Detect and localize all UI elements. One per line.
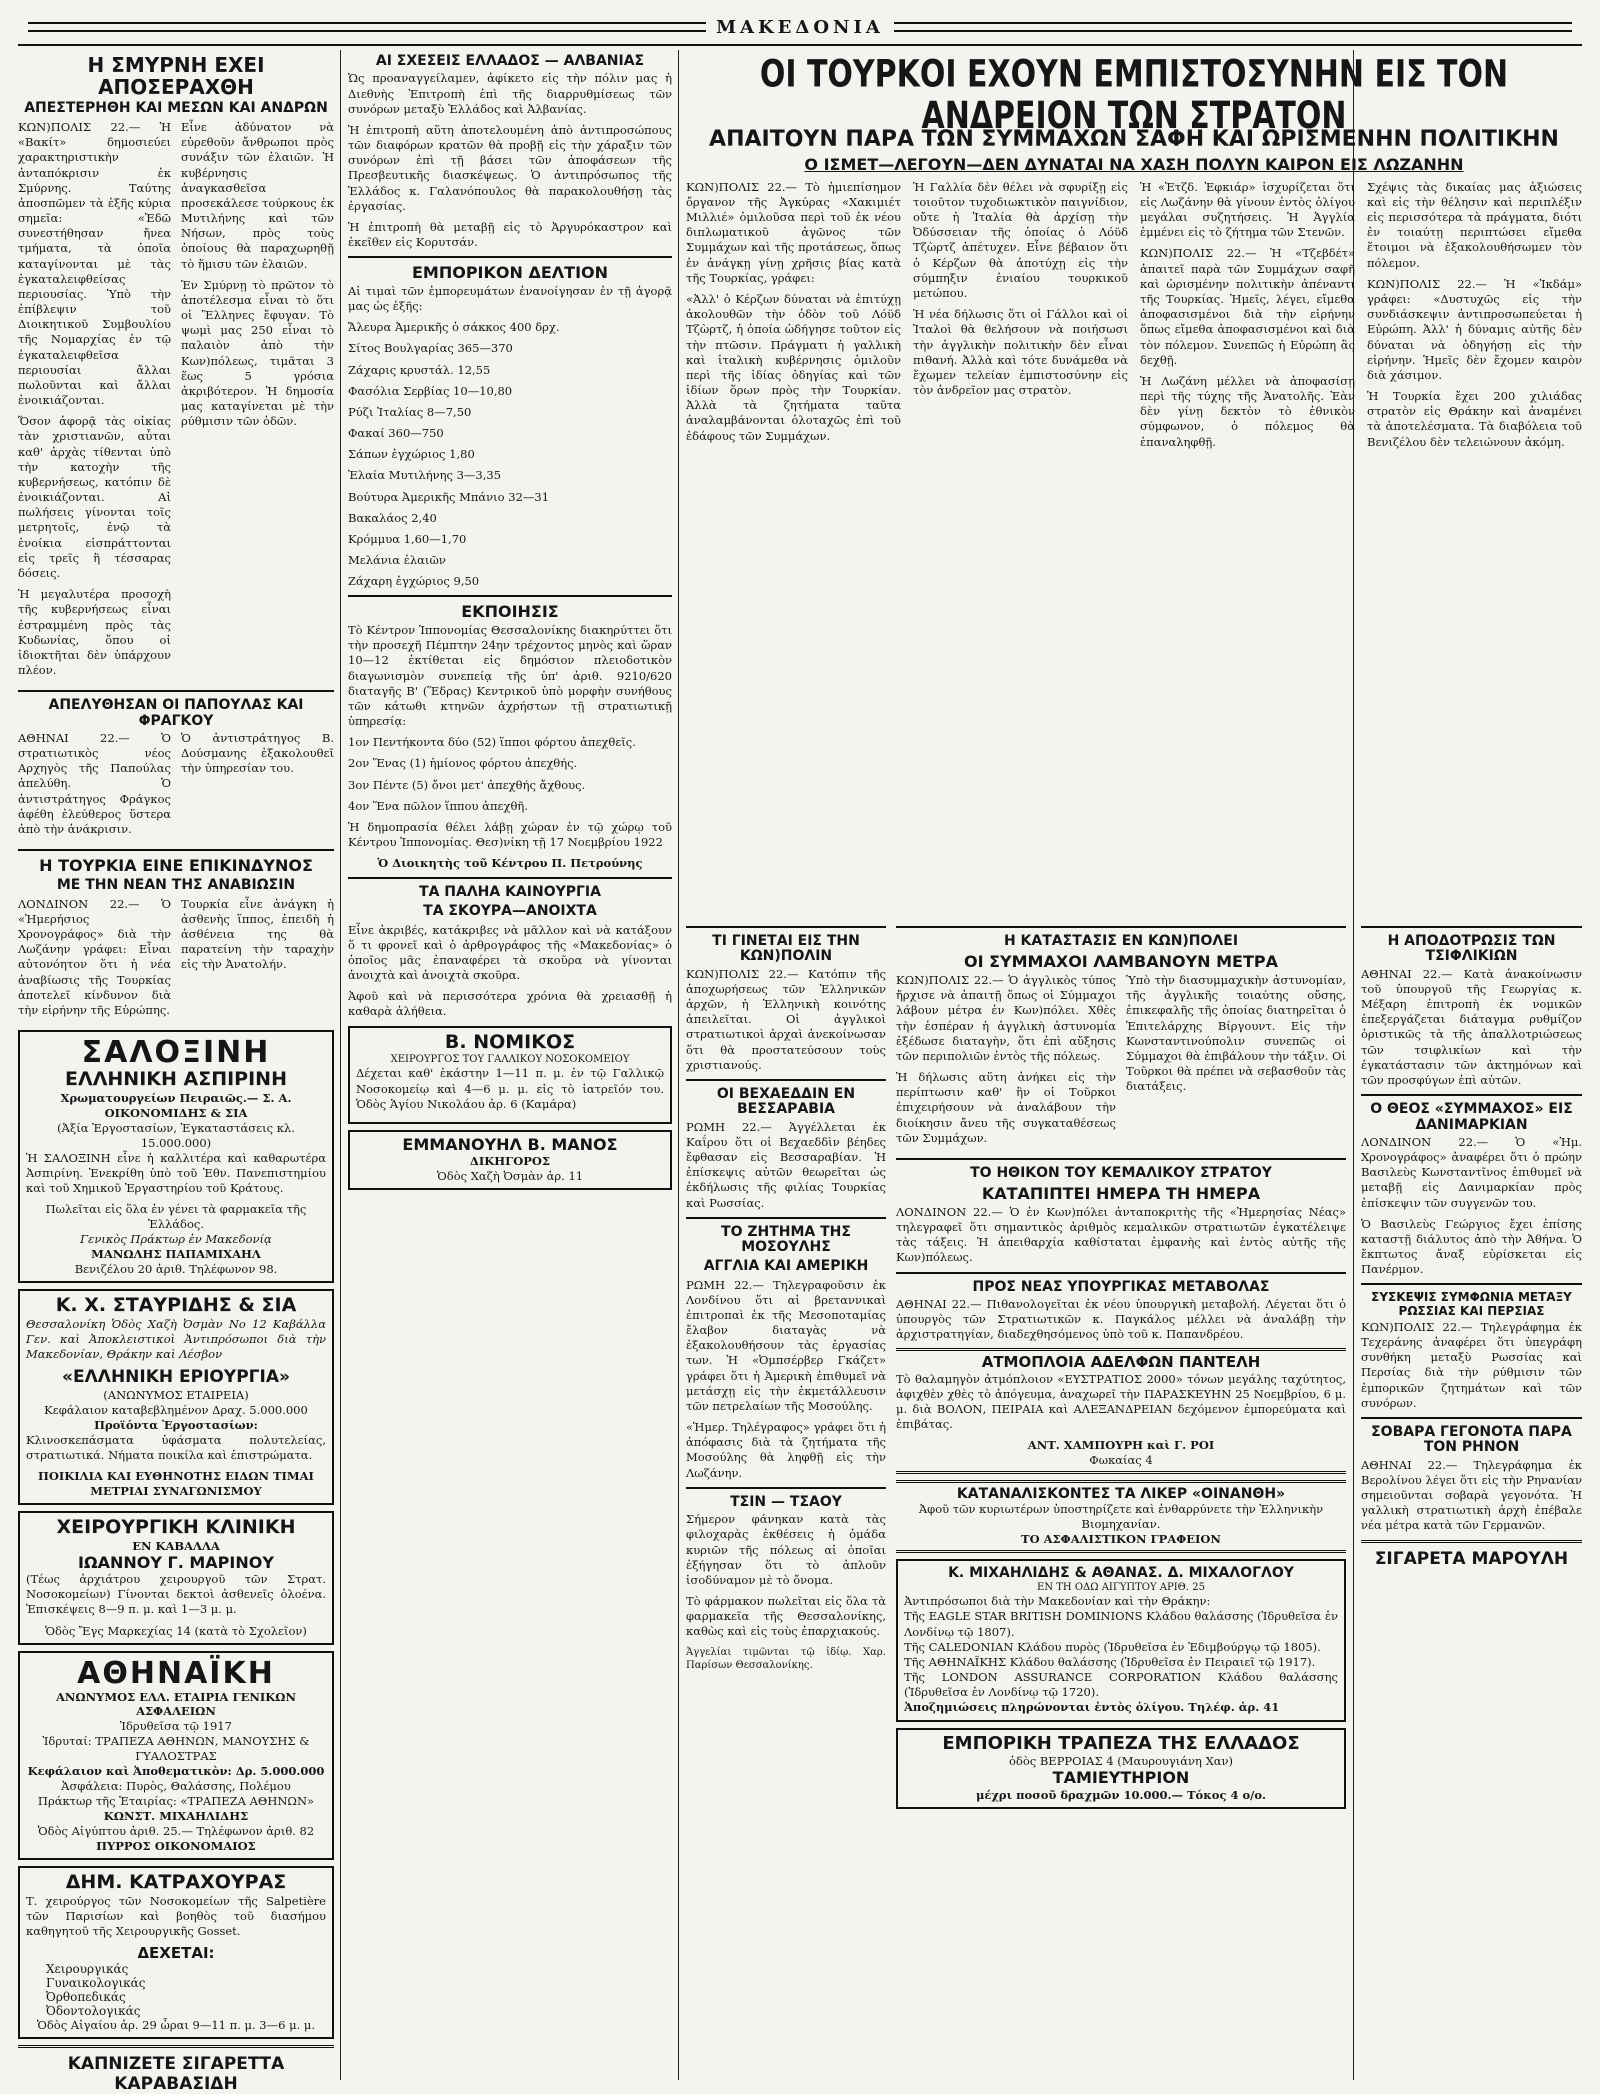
separator (686, 1079, 886, 1081)
masthead-title: ΜΑΚΕΔΟΝΙΑ (716, 16, 884, 38)
article-ekpoiisis (348, 603, 672, 871)
paragraph: Τὸ Κέντρον Ἱππονομίας Θεσσαλονίκης διακηρύττει ὅτι τὴν προσεχῆ Πέμπτην 24ην τρέχοντος μηνὸς καὶ ὥραν 10—12 ἐκτίθεται εἰς δημόσιον πλειοδοτικὸν διαγωνισμὸν συνεπείᾳ τῆς ὑπ' ἀριθ. 9210/620 διαταγῆς Β' (Ἕδρας) Κεντρικοῦ ὑπὸ μορφὴν συνήθους τῶν κάτωθι κτηνῶν ἀχρήστων τῇ στρατιωτικῇ ὑπηρεσίᾳ: (348, 623, 672, 729)
ad-brand: «ΕΛΛΗΝΙΚΗ ΕΡΙΟΥΡΓΙΑ» (62, 1367, 290, 1388)
ad-footer: ΠΟΙΚΙΛΙΑ ΚΑΙ ΕΥΘΗΝΟΤΗΣ ΕΙΔΩΝ ΤΙΜΑΙ ΜΕΤΡΙΑΙ ΣΥΝΑΓΩΝΙΣΜΟΥ (38, 1469, 314, 1498)
ad-place: ΕΝ ΚΑΒΑΛΛΑ (132, 1538, 220, 1553)
article-tsin (686, 1495, 886, 1672)
ad-text: Τὸ θαλαμηγὸν ἀτμόπλοιον «ΕΥΣΤΡΑΤΙΟΣ 2000» τόνων μεγάλης ταχύτητος, ἀφιχθὲν χθὲς τὸ ἀπόγευμα, ἀναχωρεῖ τὴν ΠΑΡΑΣΚΕΥΗΝ 25 Νοεμβρίου, 6 μ. μ. διὰ ΒΟΛΟΝ, ΠΕΙΡΑΙΑ καὶ ΑΛΕΞΑΝΔΡΕΙΑΝ δεχόμενον ἐμπορεύματα καὶ ἐπιβάτας. (896, 1371, 1346, 1432)
ad-addr: Ὁδὸς Χαζὴ Ὀσμὰν ἀρ. 11 (436, 1169, 584, 1184)
ad-title: ΚΑΤΑΝΑΛΙΣΚΟΝΤΕΣ ΤΑ ΛΙΚΕΡ «ΟΙΝΑΝΘΗ» (956, 1486, 1286, 1503)
paragraph: Τουρκία εἶνε ἀνάγκη ἡ ἀσθενὴς ἵππος, ἐπειδὴ ἡ ἀσθένεια της θὰ παρατείνη τὴν ταραχὴν εἰς τὴν Ἀνατολήν. (181, 896, 334, 972)
article-syskepsis (1361, 1291, 1582, 1410)
separator (686, 1217, 886, 1219)
separator (18, 690, 334, 692)
separator (18, 849, 334, 851)
paragraph: Ἐν Σμύρνῃ τὸ πρῶτον τὸ ἀποτέλεσμα εἶναι τὸ ὅτι οἱ Ἕλληνες ἔφυγαν. Τὸ ψωμὶ μας 250 εἶναι τὸ παλαιὸν ἀπὸ τὴν Κων)πόλεως, τιμᾶται 3 ἕως 5 γρόσια ἀκριβότερον. Ἡ δημοσία μας καταγίνεται μὲ τὴν ρύθμισιν τῶν ὁδῶν. (181, 277, 334, 429)
ad-katraxouras (18, 1866, 334, 2040)
column-rule (678, 50, 679, 2080)
paragraph: ΚΩΝ)ΠΟΛΙΣ 22.— Ἡ «Τζεβδέτ» ἀπαιτεῖ παρὰ τῶν Συμμάχων σαφῆ καὶ ὡρισμένην πολιτικὴν ἀπέναντι τῆς Τουρκίας. Ἡμεῖς, λέγει, εἴμεθα ἀποφασισμένοι διὰ τὴν εἰρήνην ὅπως εἴμεθα ἀποφασισμένοι καὶ διὰ τὸν πόλεμον. Συνεπῶς ἡ Εὐρώπη ἂς δεχθῇ. (1140, 246, 1355, 367)
list-item: 3ον Πέντε (5) ὄνοι μετ' ἀπεχθής ἄχθους. (348, 777, 586, 792)
ad-addr: ΕΝ ΤΗ ΟΔΩ ΑΙΓΥΠΤΟΥ ΑΡΙΘ. 25 (1037, 1582, 1205, 1594)
column-3 (686, 920, 886, 1678)
ad-footer: ΤΟ ΑΣΦΑΛΙΣΤΙΚΟΝ ΓΡΑΦΕΙΟΝ (1021, 1532, 1221, 1547)
ad-nomikos (348, 1026, 672, 1124)
price-line: Σίτος Βουλγαρίας 365—370 (348, 341, 513, 356)
headline: ΑΠΕΛΥΘΗΣΑΝ ΟΙ ΠΑΠΟΥΛΑΣ ΚΑΙ ΦΡΑΓΚΟΥ (48, 697, 304, 729)
list-item: Ὀρθοπεδικάς (46, 1990, 126, 2005)
column-2 (348, 50, 672, 1196)
article-bexaeddin (686, 1087, 886, 1211)
ad-addr: Φωκαίας 4 (1089, 1453, 1153, 1468)
article-ta-palia (348, 885, 672, 1019)
article-smyrni (18, 54, 334, 684)
price-line: Κρόμμυα 1,60—1,70 (348, 531, 467, 546)
subheadline: ΟΙ ΣΥΜΜΑΧΟΙ ΛΑΜΒΑΝΟΥΝ ΜΕΤΡΑ (963, 952, 1278, 972)
separator (348, 595, 672, 597)
headline: Η ΚΑΤΑΣΤΑΣΙΣ ΕΝ ΚΩΝ)ΠΟΛΕΙ (1003, 933, 1239, 949)
ad-saloxini (18, 1030, 334, 1283)
ad-agent: Γενικὸς Πράκτωρ ἐν Μακεδονίᾳ (80, 1232, 272, 1247)
paragraph: Ὅσον ἀφορᾷ τὰς οἰκίας τὰν χριστιανῶν, αὗται καθ' ἀρχὰς τίθενται ὑπὸ τὴν κατοχὴν τῆς κυβερνήσεως, κατόπιν δὲ ἐνοικιάζονται. Αἱ πωλήσεις γίνονται τοῖς μετρητοῖς, ἐνῷ τὰ ἐνοίκια εἰσπράττονται εἰς τρεῖς ἢ τέσσαρας δόσεις. (18, 414, 171, 580)
price-line: Σάπων ἐγχώριος 1,80 (348, 447, 475, 462)
paragraph: Ἡ «Ἑτζδ. Ἐφκιάρ» ἰσχυρίζεται ὅτι εἰς Λωζάνην θὰ γίνουν ἐντὸς ὀλίγου μεγάλαι συζητήσεις. Ἡ Ἀγγλία ἐμμένει εἰς τὸ ζήτημα τῶν Στενῶν. (1140, 179, 1355, 240)
paragraph: «Ἡμερ. Τηλέγραφος» γράφει ὅτι ἡ ἀπόφασις διὰ τὰ ζητήματα τῆς Μοσούλης θὰ ληφθῇ εἰς τὴν Λωζάνην. (686, 1420, 886, 1480)
ad-company: Χρωματουργείων Πειραιῶς.— Σ. Α. ΟΙΚΟΝΟΜΙΔΗΣ & ΣΙΑ (60, 1090, 292, 1120)
ad-kav: ΠΥΡΡΟΣ ΟΙΚΟΝΟΜΑΙΟΣ (96, 1838, 256, 1853)
column-4-5 (896, 920, 1346, 1815)
separator (686, 926, 886, 928)
subheadline: ΑΓΓΛΙΑ ΚΑΙ ΑΜΕΡΙΚΗ (703, 1257, 869, 1274)
ad-oinanthi (896, 1480, 1346, 1553)
article-ypourgikai (896, 1280, 1346, 1343)
ad-trapeza (896, 1728, 1346, 1809)
ad-title: Κ. ΜΙΧΑΗΛΙΔΗΣ & ΑΘΑΝΑΣ. Δ. ΜΙΧΑΛΟΓΛΟΥ (948, 1565, 1294, 1582)
paragraph: ΑΘΗΝΑΙ 22.— Κατὰ ἀνακοίνωσιν τοῦ ὑπουργοῦ τῆς Γεωργίας κ. Μέξαρη ἐπιτροπὴ ἐκ νομικῶν ἐπεξεργάζεται διάταγμα ρυθμίζον ὁριστικῶς τὰ τῆς ἀπαλλοτριώσεως τῶν τσιφλικίων καὶ τὴν ἐγκατάστασιν τῶν ἀκτημόνων καὶ τῶν προσφύγων ἐπὶ αὐτῶν. (1361, 966, 1582, 1087)
price-line: Φακαί 360—750 (348, 426, 444, 441)
paragraph: Ὡς προαναγγείλαμεν, ἀφίκετο εἰς τὴν πόλιν μας ἡ Διεθνὴς Ἐπιτροπὴ ἐπὶ τῆς διαρρυθμίσεως τῶν συνόρων μεταξὺ Ἑλλάδος καὶ Ἀλβανίας. (348, 71, 672, 116)
paragraph: Σχέψις τὰς δικαίας μας ἀξιώσεις καὶ εἰς τὴν θέλησιν καὶ περιπλέξιν εἰς περισσότερα τὰ πράγματα, διότι ἐν τοιαύτῃ περιπτώσει εἴμεθα ἕτοιμοι νὰ ἐξακολουθήσωμεν τὸν πόλεμον. (1367, 179, 1582, 270)
paragraph: ΚΩΝ)ΠΟΛΙΣ 22.— Ἡ «Ἰκδάμ» γράφει: «Δυστυχῶς εἰς τὴν συνδιάσκεψιν ἀντιπροσωπεύεται ἡ Εὐρώπη. Ἀλλ' ἡ δύναμις αὐτῆς δὲν δύναται νὰ ὁδηγήσῃ εἰς τὴν εἰρήνην. Ἡμεῖς δὲν ἔχομεν καιρὸν διὰ χάσιμον. (1367, 276, 1582, 382)
paragraph: ΡΩΜΗ 22.— Τηλεγραφοῦσιν ἐκ Λονδίνου ὅτι αἱ βρεταννικαὶ ἐπιτροπαὶ ἐκ τῆς Μεσοποταμίας ἔλαβον διαταγὰς νὰ ἐξακολουθήσουν τὰς ἐργασίας των. Ἡ «Ὀμπσέρβερ Γκάζετ» γράφει ὅτι ἡ Ἀμερικὴ ἐπιθυμεῖ νὰ μετάσχῃ εἰς τὴν ἐκμετάλλευσιν τῶν πετρελαίων τῆς Μοσούλης. (686, 1277, 886, 1413)
headline: ΤΑ ΠΑΛΗΑ ΚΑΙΝΟΥΡΓΙΑ (419, 884, 601, 901)
ad-rep: ΚΩΝΣΤ. ΜΙΧΑΗΛΙΔΗΣ (103, 1809, 249, 1823)
paragraph: ΛΟΝΔΙΝΟΝ 22.— Ὁ ἐν Κων)πόλει ἀνταποκριτὴς τῆς «Ἡμερησίας Νέας» τηλεγραφεῖ ὅτι σημαντικὸς ἀριθμὸς κεμαλικῶν στρατιωτῶν ἐγκατέλειψε τὰς τάξεις. Ἡ ἀπειθαρχία καθίσταται ἐμφανὴς καὶ ἐντὸς αὐτῆς τῆς Κων)πόλεως. (896, 1204, 1346, 1265)
ad-title: ΕΜΜΑΝΟΥΗΛ Β. ΜΑΝΟΣ (402, 1135, 618, 1154)
separator (348, 256, 672, 258)
paragraph: Ὁ ἀντιστράτηγος Β. Δούσμανης ἐξακολουθεῖ τὴν ὑπηρεσίαν του. (181, 730, 334, 776)
separator (896, 1158, 1346, 1160)
ad-text: (Τέως ἀρχιάτρου χειρουργοῦ τῶν Στρατ. Νοσοκομείων) Γίνονται δεκτοὶ ἀσθενεῖς ὁλοένα. Ἐπισκέψεις 8—9 π. μ. καὶ 1—3 μ. μ. (26, 1572, 326, 1617)
ad-title: ΑΘΗΝΑΪΚΗ (77, 1655, 275, 1691)
headline: ΤΙ ΓΙΝΕΤΑΙ ΕΙΣ ΤΗΝ ΚΩΝ)ΠΟΛΙΝ (712, 933, 860, 965)
ad-sold: Πωλεῖται εἰς ὅλα ἐν γένει τὰ φαρμακεῖα τῆς Ἑλλάδος. (45, 1202, 307, 1232)
ad-michailidis (896, 1559, 1346, 1721)
masthead-rule-left (28, 22, 706, 32)
ad-types: Ἀσφάλεια: Πυρὸς, Θαλάσσης, Πολέμου (61, 1779, 291, 1794)
separator (896, 1272, 1346, 1274)
paragraph: Ἡ ἐπιτροπὴ θὰ μεταβῇ εἰς τὸ Ἀργυρόκαστρον καὶ ἐκεῖθεν εἰς Κορυτσάν. (348, 219, 672, 250)
ad-agent-name: ΜΑΝΩΛΗΣ ΠΑΠΑΜΙΧΑΗΛ (91, 1247, 261, 1262)
top-story (686, 50, 1582, 910)
price-line: Φασόλια Σερβίας 10—10,80 (348, 383, 513, 398)
ad-brand-sub: (ΑΝΩΝΥΜΟΣ ΕΤΑΙΡΕΙΑ) (103, 1387, 249, 1402)
article-sxeseis (348, 54, 672, 250)
paragraph: Ἡ Τουρκία ἔχει 200 χιλιάδας στρατὸν εἰς Θράκην καὶ ἀναμένει τὰ ἀποτελέσματα. Τὰ διαβόλεια τοῦ Βενιζέλου δὲν τελειώνουν ἀκόμη. (1367, 389, 1582, 449)
price-line: Ζάχαρις κρυστάλ. 12,55 (348, 362, 491, 377)
headline: ΕΜΠΟΡΙΚΟΝ ΔΕΛΤΙΟΝ (411, 263, 609, 283)
separator (348, 877, 672, 879)
paragraph: Ἡ μεγαλυτέρα προσοχὴ τῆς κυβερνήσεως εἶναι ἐστραμμένη πρὸς τὰς Κυδωνίας, ὅπου οἱ ἰδιοκτῆται δὲν ὑπάρχουν πλέον. (18, 587, 171, 678)
ad-line: Τῆς EAGLE STAR BRITISH DOMINIONS Κλάδου θαλάσσης (Ἱδρυθεῖσα ἐν Λονδίνῳ τῷ 1807). (904, 1609, 1338, 1639)
ad-pantelis (896, 1348, 1346, 1474)
ad-subtitle: ΕΛΛΗΝΙΚΗ ΑΣΠΙΡΙΝΗ (65, 1068, 287, 1091)
ad-capital: Κεφάλαιον καὶ Ἀποθεματικὸν: Δρ. 5.000.000 (27, 1764, 325, 1779)
paragraph: ΑΘΗΝΑΙ 22.— Πιθανολογεῖται ἐκ νέου ὑπουργικὴ μεταβολή. Λέγεται ὅτι ὁ ὑπουργὸς τῶν Στρατιωτικῶν κ. Παγκάλος μέλλει νὰ ἀναλάβῃ τὴν ἀρχιστρατηγίαν, διαδεχθησόμενος ὑπὸ τοῦ κ. Παπανδρέου. (896, 1296, 1346, 1342)
paragraph: Ὑπὸ τὴν διασυμμαχικὴν ἀστυνομίαν, τῆς ἀγγλικῆς τοιαύτης οὔσης, ἐπικεφαλῆς τῆς ὁποίας διατηρεῖται ὁ Ἐπιτελάρχης Βίργουντ. Εἰς τὴν Κωνσταντινούπολιν συνεπῶς οἱ Σύμμαχοι θὰ ἐπιβάλουν τὴν τάξιν. Οἱ Τοῦρκοι θὰ πρέπει νὰ σεβασθοῦν τὰς διατάξεις. (1126, 972, 1346, 1094)
ad-line: Τῆς CALEDONIAN Κλάδου πυρὸς (Ἱδρυθεῖσα ἐν Ἐδιμβούργῳ τῷ 1805). (904, 1639, 1321, 1654)
ad-line: Τῆς LONDON ASSURANCE CORPORATION Κλάδου θαλάσσης (Ἱδρυθεῖσα ἐν Λονδίνῳ τῷ 1720). (904, 1670, 1338, 1700)
price-line: Ἄλευρα Ἀμερικῆς ὁ σάκκος 400 δρχ. (348, 320, 560, 335)
headline: ΠΡΟΣ ΝΕΑΣ ΥΠΟΥΡΓΙΚΑΣ ΜΕΤΑΒΟΛΑΣ (972, 1278, 1270, 1295)
separator (1361, 1094, 1582, 1096)
paragraph: ΡΩΜΗ 22.— Ἀγγέλλεται ἐκ Καΐρου ὅτι οἱ Βεχαεδδὶν βέηδες ἔφθασαν εἰς Βεσσαραβίαν. Ἡ ἐπίσκεψις αὐτῶν θεωρεῖται ὡς ἐκδήλωσις τῆς φιλίας Τουρκίας καὶ Ρωσσίας. (686, 1119, 886, 1210)
subheadline: ΤΑ ΣΚΟΥΡΑ—ΑΝΟΙΧΤΑ (423, 902, 597, 919)
column-1 (18, 50, 334, 2094)
separator (686, 1487, 886, 1489)
ad-sub: ΧΕΙΡΟΥΡΓΟΣ ΤΟΥ ΓΑΛΛΙΚΟΥ ΝΟΣΟΚΟΜΕΙΟΥ (390, 1054, 630, 1066)
ad-doctor-name: ΙΩΑΝΝΟΥ Γ. ΜΑΡΙΝΟΥ (78, 1552, 274, 1572)
ad-address: Ὁδὸς Ἔγς Μαρκεχίας 14 (κατὰ τὸ Σχολεῖον) (45, 1623, 307, 1638)
price-line: Αἱ τιμαὶ τῶν ἐμπορευμάτων ἐνανοίγησαν ἐν τῇ ἀγορᾷ μας ὡς ἑξῆς: (348, 283, 672, 314)
ad-manos (348, 1130, 672, 1190)
subheadline: ΑΠΕΣΤΕΡΗΘΗ ΚΑΙ ΜΕΣΩΝ ΚΑΙ ΑΝΔΡΩΝ (24, 100, 328, 116)
paragraph: ΚΩΝ)ΠΟΛΙΣ 22.— Κατόπιν τῆς ἀποχωρήσεως τῶν Ἑλληνικῶν ἀρχῶν, ἡ Ἑλληνικὴ κοινότης ἀπειλεῖται. Οἱ ἀγγλικοὶ στρατιωτικοὶ ἀρχαὶ ἀνεκοίνωσαν ὅτι θὰ προστατεύσουν τοὺς χριστιανούς. (686, 966, 886, 1072)
ad-addr: Ὁδὸς Αἰγύπτου ἀριθ. 25.— Τηλέφωνον ἀριθ. 82 (37, 1823, 315, 1838)
notice: Ἀγγελίαι τιμῶνται τῷ ἰδίῳ. Χαρ. Παρίσων Θεσσαλονίκης. (686, 1646, 886, 1671)
paragraph: Ὁ Βασιλεὺς Γεώργιος ἔχει ἐπίσης καταστῇ διάλυτος ἀπὸ τὴν Ἀθήνα. Ὁ ἔκπτωτος ἄναξ εὑρίσκεται εἰς Πανέρμον. (1361, 1216, 1582, 1277)
headline: ΤΟ ΖΗΤΗΜΑ ΤΗΣ ΜΟΣΟΥΛΗΣ (721, 1223, 851, 1256)
main-headline: ΟΙ ΤΟΥΡΚΟΙ ΕΧΟΥΝ ΕΜΠΙΣΤΟΣΥΝΗΝ ΕΙΣ ΤΟΝ ΑΝΔΡΕΙΟΝ ΤΩΝ ΣΤΡΑΤΟΝ (759, 52, 1509, 138)
article-symmaxos (1361, 1102, 1582, 1277)
ad-address: Βενιζέλου 20 ἀριθ. Τηλέφωνον 98. (74, 1262, 278, 1276)
ad-products: Κλινοσκεπάσματα ὑφάσματα πολυτελείας, στρατιωτικά. Νήματα ποικίλα καὶ ἐπιστρώματα. (26, 1432, 326, 1462)
headline: Ο ΘΕΟΣ «ΣΥΜΜΑΧΟΣ» ΕΙΣ ΔΑΝΙΜΑΡΚΙΑΝ (1370, 1101, 1573, 1133)
price-line: Βούτυρα Ἀμερικῆς Μπάνιο 32—31 (348, 489, 550, 504)
ad-line: Τῆς ΑΘΗΝΑΪΚΗΣ Κλάδου θαλάσσης (Ἱδρυθεῖσα ἐν Πειραιεῖ τῷ 1917). (904, 1654, 1316, 1669)
ad-title: ΕΜΠΟΡΙΚΗ ΤΡΑΠΕΖΑ ΤΗΣ ΕΛΛΑΔΟΣ (942, 1732, 1300, 1754)
price-line: Μελάνια ἐλαιῶν (348, 553, 446, 568)
paragraph: ΚΩΝ)ΠΟΛΙΣ 22.— Ὁ ἀγγλικὸς τύπος ἤρχισε νὰ ἀπαιτῇ ὅπως οἱ Σύμμαχοι λάβουν μέτρα ἐν Κων)πόλει. Χθὲς τὴν ἑσπέραν ἡ ἀγγλικὴ ἀστυνομία ἐξέδωσε διαταγὴν, ὅτι ἐπὶ αὔξησις τῶν περιπολιῶν ἐντὸς τῆς πόλεως. (896, 972, 1116, 1063)
ad-title: ΔΗΜ. ΚΑΤΡΑΧΟΥΡΑΣ (65, 1870, 287, 1893)
list-item: Γυναικολογικάς (46, 1976, 146, 1991)
ad-text: Ἡ ΣΑΛΟΞΙΝΗ εἶνε ἡ καλλιτέρα καὶ καθαρωτέρα Ἀσπιρίνη. Ἐνεκρίθη ὑπὸ τοῦ Ἐθν. Πανεπιστημίου καὶ τοῦ Χημικοῦ Ἐργαστηρίου τοῦ Κράτους. (26, 1150, 326, 1196)
ad-title: ΣΑΛΟΞΙΝΗ (81, 1035, 271, 1071)
headline: Η ΣΜΥΡΝΗ ΕΧΕΙ ΑΠΟΣΕΡΑΧΘΗ (87, 53, 265, 99)
top-story-columns (686, 180, 1582, 456)
ad-capital: (Ἀξία Ἐργοστασίων, Ἐγκαταστάσεις κλ. 15.000.000) (57, 1120, 295, 1150)
ad-stavridis (18, 1289, 334, 1505)
ad-karavasidi: ΚΑΠΝΙΖΕΤΕ ΣΙΓΑΡΕΤΤΑ ΚΑΡΑΒΑΣΙΔΗ (18, 2045, 334, 2094)
headline: ΕΚΠΟΙΗΣΙΣ (461, 602, 559, 622)
ad-addr: ὁδὸς ΒΕΡΡΟΙΑΣ 4 (Μαυρουγιάνη Χαν) (1008, 1754, 1234, 1769)
paragraph: Εἶνε ἀδύνατον νὰ εὐρεθοῦν ἄνθρωποι πρὸς συνάξιν τῶν ἐλαιῶν. Ἡ κυβέρνησις ἀναγκασθεῖσα προσεκάλεσε τούρκους ἐκ Μυτιλήνης καὶ τῶν Νήσων, πρὸς τοὺς ὁποίους θὰ παραχωρηθῇ τὸ ἥμισυ τῶν ἐλαιῶν. (181, 120, 334, 271)
headline: ΣΥΣΚΕΨΙΣ ΣΥΜΦΩΝΙΑ ΜΕΤΑΞΥ ΡΩΣΣΙΑΣ ΚΑΙ ΠΕΡΣΙΑΣ (1371, 1290, 1572, 1318)
paragraph: ΛΟΝΔΙΝΟΝ 22.— Ὁ «Ἡμ. Χρονογράφος» ἀναφέρει ὅτι ὁ πρώην Βασιλεὺς Κωνσταντῖνος ἐπιθυμεῖ νὰ μεταβῇ εἰς Δανιμαρκίαν πρὸς ἐπίσκεψιν τῶν συγγενῶν του. (1361, 1134, 1582, 1210)
newspaper-page (18, 10, 1582, 2094)
ad-text: Δέχεται καθ' ἑκάστην 1—11 π. μ. ἐν τῷ Γαλλικῷ Νοσοκομείῳ καὶ 4—6 μ. μ. εἰς τὸ ἰατρεῖόν του. Ὁδὸς Ἁγίου Νικολάου ἀρ. 6 (Καμάρα) (356, 1066, 664, 1111)
subheadline: ΚΑΤΑΠΙΠΤΕΙ ΗΜΕΡΑ ΤΗ ΗΜΕΡΑ (981, 1184, 1261, 1204)
list-item: Ὀδοντολογικάς (46, 2004, 141, 2019)
ad-marouli: ΣΙΓΑΡΕΤΑ ΜΑΡΟΥΛΗ (1361, 1540, 1582, 1569)
separator (896, 926, 1346, 928)
column-rule (340, 50, 341, 2080)
masthead (18, 10, 1582, 46)
ad-rate: μέχρι ποσοῦ δραχμῶν 10.000.— Τόκος 4 ο/ο. (975, 1787, 1267, 1802)
paragraph: ΚΩΝ)ΠΟΛΙΣ 22.— Τηλεγράφημα ἐκ Τεχεράνης ἀναφέρει ὅτι ὑπεγράφη συνθήκη μεταξὺ Ρωσσίας καὶ Περσίας διὰ τὴν ρύθμισιν τῶν ἐμπορικῶν ζητημάτων καὶ τῶν συνόρων. (1361, 1319, 1582, 1410)
paragraph: Ἡ Γαλλία δὲν θέλει νὰ σφυρίξῃ εἰς τοιοῦτον τυχοδιωκτικὸν παιγνίδιον, οὔτε ἡ Ἰταλία θὰ ἀρχίσῃ τὴν Ὀδύσσειαν τῆς ὁποίας ὁ Λόϋδ Τζὼρτζ ἀπέτυχεν. Εἶνε βέβαιον ὅτι ὁ Κέρζων θὰ ἀποτύχῃ εἰς τὴν σύμπηξιν ἑνιαίου τουρκικοῦ μετώπου. (913, 179, 1128, 300)
article-tourkia (18, 857, 334, 1024)
ad-clinic (18, 1511, 334, 1645)
ad-bank: Ἱδρυταί: ΤΡΑΠΕΖΑ ΑΘΗΝΩΝ, ΜΑΝΟΥΣΗΣ & ΓΥΑΛΟΣΤΡΑΣ (42, 1734, 310, 1764)
price-line: Βακαλάος 2,40 (348, 510, 437, 525)
article-kemal (896, 1166, 1346, 1266)
article-sovara (1361, 1425, 1582, 1534)
masthead-rule-right (894, 22, 1572, 32)
paragraph: Ἡ δημοπρασία θέλει λάβῃ χώραν ἐν τῷ χώρῳ τοῦ Κέντρου Ἱππονομίας. Θεσ)νίκη τῇ 17 Νοεμβρίου 1922 (348, 819, 672, 850)
ad-capital: Κεφάλαιον καταβεβλημένον Δραχ. 5.000.000 (44, 1402, 308, 1417)
ad-text: Τ. χειρούργος τῶν Νοσοκομείων τῆς Salpetière τῶν Παρισίων καὶ βοηθὸς τοῦ διασήμου καθηγητοῦ τῆς Χειρουργικῆς Gosset. (26, 1893, 326, 1938)
paragraph: ΛΟΝΔΙΝΟΝ 22.— Ὁ «Ἠμερήσιος Χρονογράφος» διὰ τὴν Λωζάνην γράφει: Εἶναι αὐτονόητον ὅτι ἡ νέα ἀναβίωσις τῆς Τουρκίας ἀποτελεῖ κίνδυνον διὰ τὴν εἰρήνην τῆς Εὐρώπης. (18, 896, 171, 1017)
headline: ΤΟ ΗΘΙΚΟΝ ΤΟΥ ΚΕΜΑΛΙΚΟΥ ΣΤΡΑΤΟΥ (970, 1164, 1272, 1181)
paragraph: Τὸ φάρμακον πωλεῖται εἰς ὅλα τὰ φαρμακεῖα τῆς Θεσσαλονίκης, καθὼς καὶ εἰς τοὺς ἐπαρχιακούς. (686, 1594, 886, 1639)
separator (1361, 1283, 1582, 1285)
ad-text: Ἀφοῦ τῶν κυριωτέρων ὑποστηρίζετε καὶ ἐνθαρρύνετε τὴν Ἑλληνικὴν Βιομηχανίαν. (918, 1502, 1324, 1532)
ad-sub: ΤΑΜΙΕΥΤΗΡΙΟΝ (1052, 1768, 1190, 1788)
main-subheadline: ΑΠΑΙΤΟΥΝ ΠΑΡΑ ΤΩΝ ΣΥΜΜΑΧΩΝ ΣΑΦΗ ΚΑΙ ΩΡΙΣΜΕΝΗΝ ΠΟΛΙΤΙΚΗΝ (709, 127, 1559, 152)
headline: ΟΙ ΒΕΧΑΕΔΔΙΝ ΕΝ ΒΕΣΣΑΡΑΒΙΑ (716, 1085, 856, 1118)
ad-founded: Ἱδρυθεῖσα τῷ 1917 (120, 1719, 232, 1734)
ad-sub: ΔΙΚΗΓΟΡΟΣ (469, 1154, 551, 1169)
article-ti-ginetai (686, 934, 886, 1073)
ad-title: ΑΤΜΟΠΛΟΙΑ ΑΔΕΛΦΩΝ ΠΑΝΤΕΛΗ (981, 1353, 1261, 1372)
paragraph: Ἡ ἐπιτροπὴ αὕτη ἀποτελουμένη ἀπὸ ἀντιπροσώπους τῶν διαφόρων κρατῶν θὰ προβῇ εἰς τὴν χάραξιν τῶν συνόρων ἐπὶ τῇ βάσει τῶν ἀποφάσεων τῆς Πρεσβευτικῆς διασκέψεως. Ὁ ἀντιπρόσωπος τῆς Ἑλλάδος κ. Γαλανόπουλος θὰ παρακολουθήσῃ τὰς ἐργασίας. (348, 122, 672, 213)
ad-addr: Ὁδὸς Αἰγαίου ἀρ. 29 ὧραι 9—11 π. μ. 3—6 μ. μ. (36, 2018, 316, 2033)
price-line: Ζάχαρη ἐγχώριος 9,50 (348, 574, 480, 589)
separator (1361, 926, 1582, 928)
list-item: 1ον Πεντήκοντα δύο (52) ἵπποι φόρτου ἀπεχθεῖς. (348, 735, 636, 750)
paragraph: Εἶνε ἀκριβές, κατάκριβες νὰ μᾶλλον καὶ νὰ κατάξουν ὅ τι φρονεῖ καὶ ὁ ἀρθρογράφος τῆς «Μακεδονίας» ὁ ὁποῖος μᾶς ἐπαναφέρει τὰ σκοῦρα νὰ γίνονται ἀνοιχτὰ καὶ ἀνοιχτὰ σκοῦρα. (348, 922, 672, 983)
list-item: 2ον Ἕνας (1) ἡμίονος φόρτου ἀπεχθής. (348, 756, 578, 771)
ad-sub: ΑΝΩΝΥΜΟΣ ΕΛΛ. ΕΤΑΙΡΙΑ ΓΕΝΙΚΩΝ ΑΣΦΑΛΕΙΩΝ (55, 1689, 297, 1719)
headline: ΑΙ ΣΧΕΣΕΙΣ ΕΛΛΑΔΟΣ — ΑΛΒΑΝΙΑΣ (375, 53, 645, 69)
paragraph: Ἡ δήλωσις αὕτη ἀνήκει εἰς τὴν περίπτωσιν καθ' ἣν οἱ Τοῦρκοι ἐπιχειρήσουν νὰ ἀναλάβουν τὴν διοίκησιν ἄνευ τῆς συγκαταθέσεως τῶν Συμμάχων. (896, 1070, 1116, 1145)
article-apodotrosis (1361, 934, 1582, 1088)
paragraph: «Ἀλλ' ὁ Κέρζων δύναται νὰ ἐπιτύχῃ ἀκολουθῶν τὴν ὁδὸν τοῦ Λόϋδ Τζὼρτζ, ἡ ὁποία ὡδήγησε τοῦτον εἰς τὴν πτῶσιν. Πράγματι ἡ γαλλικὴ καὶ ἰταλικὴ κυβέρνησις ὁμιλοῦν περὶ τῆς ἰδίας ὁδηγίας καὶ τῶν ἰδίων ὅρων πρὸς τὴν Τουρκίαν. Ἀλλὰ τὰ ζητήματα ταῦτα ἀναλαμβάνονται ὁλοταχῶς ἐπὶ τοῦ ἐδάφους τῶν Συμμάχων. (686, 291, 901, 443)
headline: Η ΑΠΟΔΟΤΡΩΣΙΣ ΤΩΝ ΤΣΙΦΛΙΚΙΩΝ (1387, 933, 1556, 965)
paragraph: ΚΩΝ)ΠΟΛΙΣ 22.— Τὸ ἡμιεπίσημον ὄργανον τῆς Ἀγκύρας «Χακιμιέτ Μιλλιέ» ὁμιλοῦσα περὶ τοῦ ἐκ νέου διπλωματικοῦ ἀγῶνος τῶν Συμμάχων καὶ τῆς προτάσεως, ὅπως ἐν ἀνάγκῃ γίνῃ χρῆσις βίας κατὰ τῆς Τουρκίας, γράφει: (686, 179, 901, 285)
column-6 (1361, 920, 1582, 1569)
ad-title: ΧΕΙΡΟΥΡΓΙΚΗ ΚΛΙΝΙΚΗ (56, 1515, 296, 1538)
ad-line: Ἀντιπρόσωποι διὰ τὴν Μακεδονίαν καὶ τὴν Θράκην: (904, 1594, 1211, 1609)
paragraph: Σήμερον φάνηκαν κατὰ τὰς φιλοχαρὰς ἐκθέσεις ἡ ὁμάδα κυριῶν τῆς πόλεως αἱ ὁποῖαι ἐξήγησαν ὅτι τὸ ἀπλοῦν ἰσοδύναμον μὲ τὸ ὄνομα. (686, 1512, 886, 1587)
ad-line: Ἀποζημιώσεις πληρώνονται ἐντὸς ὀλίγου. Τηλέφ. ἀρ. 41 (904, 1700, 1280, 1715)
ad-title: Β. ΝΟΜΙΚΟΣ (444, 1030, 576, 1053)
ad-agent: Πράκτωρ τῆς Ἑταιρίας: «ΤΡΑΠΕΖΑ ΑΘΗΝΩΝ» (37, 1794, 315, 1809)
article-katastasis (896, 934, 1346, 1152)
separator (1361, 1417, 1582, 1419)
main-subheadline-2: Ο ΙΣΜΕΤ—ΛΕΓΟΥΝ—ΔΕΝ ΔΥΝΑΤΑΙ ΝΑ ΧΑΣΗ ΠΟΛΥΝ ΚΑΙΡΟΝ ΕΙΣ ΛΩΖΑΝΗΝ (804, 155, 1464, 175)
paragraph: Ἀφοῦ καὶ νὰ περισσότερα χρόνια θὰ χρειασθῇ ἡ καθαρὰ ἀλήθεια. (348, 989, 672, 1019)
list-item: Χειρουργικάς (46, 1962, 129, 1977)
list-item: 4ον Ἕνα πῶλον ἵππου ἀπεχθῆ. (348, 798, 528, 813)
headline: ΤΣΙΝ — ΤΣΑΟΥ (730, 1493, 842, 1510)
paragraph: Ἡ νέα δήλωσις ὅτι οἱ Γάλλοι καὶ οἱ Ἰταλοὶ θὰ θελήσουν νὰ ποιήσωσι τὴν ἀγγλικὴν πολιτικὴν δὲν εἶναι πιθανή. Ἀλλὰ καὶ τότε δυνάμεθα νὰ ἔχωμεν τελείαν ἐμπιστοσύνην εἰς τὸν ἀνδρεῖον μας στρατὸν. (913, 307, 1128, 398)
ad-agent: ΑΝΤ. ΧΑΜΠΟΥΡΗ καὶ Γ. ΡΟΙ (1027, 1438, 1215, 1453)
signature: Ὁ Διοικητὴς τοῦ Κέντρου Π. Πετρούνης (377, 856, 643, 871)
two-column-body (18, 120, 334, 684)
headline: ΣΟΒΑΡΑ ΓΕΓΟΝΟΤΑ ΠΑΡΑ ΤΟΝ ΡΗΝΟΝ (1371, 1423, 1572, 1456)
ad-title: Κ. Χ. ΣΤΑΥΡΙΔΗΣ & ΣΙΑ (55, 1293, 297, 1316)
ad-products-label: Προϊόντα Ἐργοστασίων: (94, 1417, 258, 1432)
ad-athinaiki (18, 1651, 334, 1860)
paragraph: ΑΘΗΝΑΙ 22.— Ὁ στρατιωτικὸς νέος Αρχηγὸς τῆς Παπούλας ἀπελύθη. Ὁ ἀντιστράτηγος Φράγκος ἀφέθη ἐλεύθερος ὕστερα ἀπὸ τὴν ἀνάκρισιν. (18, 730, 171, 836)
article-mosoul (686, 1225, 886, 1481)
paragraph: ΚΩΝ)ΠΟΛΙΣ 22.— Ἡ «Βακίτ» δημοσιεύει χαρακτηριστικὴν ἀνταπόκρισιν ἐκ Σμύρνης. Ταύτης ἀποσπῶμεν τὰ ἑξῆς κύρια σημεῖα: «Ἐδῶ συνεστήθησαν ἤνεα τμήματα, τὰ ὁποῖα καταγίνονται μὲ τὰς ἐγκαταλειφθείσας περιουσίας. Ὑπὸ τὴν ἐπίβλεψιν τοῦ Διοικητικοῦ Συμβουλίου τῆς Νομαρχίας ἐν τῷ ἐγκαταλειφθεῖσα περιουσίαι ἄλλαι πωλοῦνται καὶ ἄλλαι ἐνοικιάζονται. (18, 120, 171, 408)
article-emporikon (348, 264, 672, 589)
headline: Η ΤΟΥΡΚΙΑ ΕΙΝΕ ΕΠΙΚΙΝΔΥΝΟΣ (39, 856, 313, 876)
ad-address: Θεσσαλονίκη Ὁδὸς Χαζὴ Ὀσμὰν Νο 12 Καβάλλα Γεν. καὶ Ἀποκλειστικοὶ Ἀντιπρόσωποι διὰ τὴν Μακεδονίαν, Θράκην καὶ Λέσβον (26, 1316, 326, 1362)
subheadline: ΜΕ ΤΗΝ ΝΕΑΝ ΤΗΣ ΑΝΑΒΙΩΣΙΝ (56, 876, 296, 893)
ad-accepts: ΔΕΧΕΤΑΙ: (137, 1944, 215, 1963)
paragraph: ΑΘΗΝΑΙ 22.— Τηλεγράφημα ἐκ Βερολίνου λέγει ὅτι εἰς τὴν Ρηνανίαν σημειοῦνται σοβαρὰ γεγονότα. Ἡ γαλλικὴ στρατιωτικὴ ἀρχὴ ἐπέβαλε νέα μέτρα κατὰ τῶν Γερμανῶν. (1361, 1457, 1582, 1533)
paragraph: Ἡ Λωζάνη μέλλει νὰ ἀποφασίσῃ περὶ τῆς τύχης τῆς Ἀνατολῆς. Ἐὰν δὲν γίνῃ δεκτὸν τὸ ἐθνικὸν σύμφωνον, ὁ πόλεμος θὰ ἐπαναληφθῇ. (1140, 373, 1355, 449)
price-line: Ρύζι Ἰταλίας 8—7,50 (348, 404, 472, 419)
price-line: Ἐλαία Μυτιλήνης 3—3,35 (348, 468, 502, 483)
article-papoulas (18, 698, 334, 843)
